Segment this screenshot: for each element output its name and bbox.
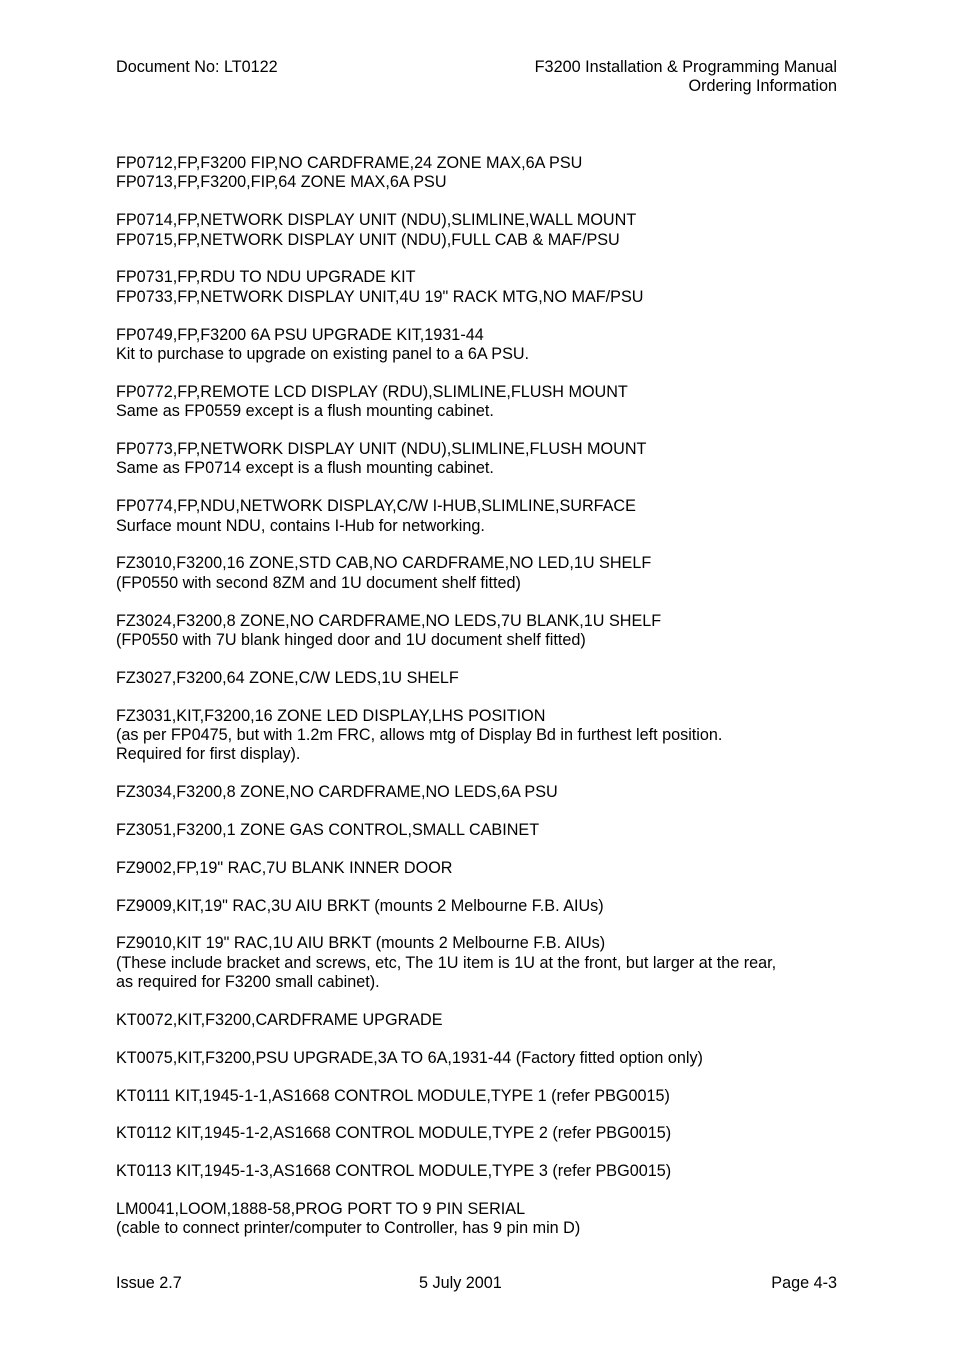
item-description-line: FP0715,FP,NETWORK DISPLAY UNIT (NDU),FULL CAB & MAF/PSU — [116, 230, 620, 249]
item-description-line: Required for first display). — [116, 745, 301, 764]
item-description-line: Kit to purchase to upgrade on existing panel to a 6A PSU. — [116, 345, 530, 364]
page-footer — [116, 1274, 837, 1294]
item-description-line: (These include bracket and screws, etc, The 1U item is 1U at the front, but larger at the rear, — [116, 953, 777, 972]
order-item — [116, 1124, 856, 1143]
order-item — [116, 211, 856, 250]
order-item — [116, 1200, 856, 1239]
item-description-line: Same as FP0714 except is a flush mounting cabinet. — [116, 459, 494, 478]
page-number: Page 4-3 — [771, 1274, 837, 1292]
order-item — [116, 897, 856, 916]
item-code-line: KT0072,KIT,F3200,CARDFRAME UPGRADE — [116, 1011, 443, 1030]
item-description-line: FP0713,FP,F3200,FIP,64 ZONE MAX,6A PSU — [116, 173, 447, 192]
order-item — [116, 1162, 856, 1181]
manual-title: F3200 Installation & Programming Manual — [534, 58, 837, 76]
item-code-line: FZ3034,F3200,8 ZONE,NO CARDFRAME,NO LEDS,6A PSU — [116, 783, 558, 802]
order-item — [116, 612, 856, 651]
document-number: Document No: LT0122 — [116, 58, 278, 76]
item-code-line: FZ9002,FP,19" RAC,7U BLANK INNER DOOR — [116, 858, 453, 877]
page-header — [535, 58, 837, 97]
order-item — [116, 497, 856, 536]
ordering-list — [116, 154, 856, 1257]
item-description-line: Surface mount NDU, contains I-Hub for networking. — [116, 516, 485, 535]
order-item — [116, 707, 856, 765]
order-item — [116, 1049, 856, 1068]
item-code-line: FP0773,FP,NETWORK DISPLAY UNIT (NDU),SLIMLINE,FLUSH MOUNT — [116, 440, 647, 459]
item-code-line: FP0772,FP,REMOTE LCD DISPLAY (RDU),SLIMLINE,FLUSH MOUNT — [116, 382, 628, 401]
item-code-line: FP0749,FP,F3200 6A PSU UPGRADE KIT,1931-44 — [116, 325, 484, 344]
item-description-line: (cable to connect printer/computer to Controller, has 9 pin min D) — [116, 1219, 581, 1238]
order-item — [116, 669, 856, 688]
item-description-line: Same as FP0559 except is a flush mounting cabinet. — [116, 402, 494, 421]
item-description-line: (as per FP0475, but with 1.2m FRC, allows mtg of Display Bd in furthest left position. — [116, 726, 723, 745]
order-item — [116, 383, 856, 422]
item-code-line: LM0041,LOOM,1888-58,PROG PORT TO 9 PIN SERIAL — [116, 1200, 526, 1219]
order-item — [116, 268, 856, 307]
item-code-line: KT0111 KIT,1945-1-1,AS1668 CONTROL MODULE,TYPE 1 (refer PBG0015) — [116, 1086, 670, 1105]
issue-number: Issue 2.7 — [116, 1274, 182, 1292]
item-code-line: FZ3031,KIT,F3200,16 ZONE LED DISPLAY,LHS POSITION — [116, 706, 546, 725]
item-code-line: FZ3051,F3200,1 ZONE GAS CONTROL,SMALL CABINET — [116, 821, 540, 840]
order-item — [116, 1011, 856, 1030]
item-description-line: (FP0550 with second 8ZM and 1U document shelf fitted) — [116, 573, 521, 592]
order-item — [116, 154, 856, 193]
item-code-line: FZ9010,KIT 19" RAC,1U AIU BRKT (mounts 2 Melbourne F.B. AIUs) — [116, 934, 606, 953]
item-code-line: FZ9009,KIT,19" RAC,3U AIU BRKT (mounts 2 Melbourne F.B. AIUs) — [116, 896, 604, 915]
item-code-line: KT0112 KIT,1945-1-2,AS1668 CONTROL MODULE,TYPE 2 (refer PBG0015) — [116, 1124, 672, 1143]
order-item — [116, 859, 856, 878]
item-description-line: as required for F3200 small cabinet). — [116, 973, 380, 992]
item-code-line: FZ3010,F3200,16 ZONE,STD CAB,NO CARDFRAME,NO LED,1U SHELF — [116, 554, 652, 573]
item-code-line: KT0075,KIT,F3200,PSU UPGRADE,3A TO 6A,1931-44 (Factory fitted option only) — [116, 1048, 703, 1067]
order-item — [116, 1087, 856, 1106]
item-description-line: FP0733,FP,NETWORK DISPLAY UNIT,4U 19" RACK MTG,NO MAF/PSU — [116, 287, 644, 306]
order-item — [116, 326, 856, 365]
order-item — [116, 783, 856, 802]
item-description-line: (FP0550 with 7U blank hinged door and 1U document shelf fitted) — [116, 631, 586, 650]
order-item — [116, 821, 856, 840]
item-code-line: FZ3027,F3200,64 ZONE,C/W LEDS,1U SHELF — [116, 668, 459, 687]
order-item — [116, 934, 856, 992]
order-item — [116, 554, 856, 593]
section-title: Ordering Information — [688, 77, 837, 96]
item-code-line: FP0712,FP,F3200 FIP,NO CARDFRAME,24 ZONE MAX,6A PSU — [116, 154, 583, 172]
item-code-line: FP0774,FP,NDU,NETWORK DISPLAY,C/W I-HUB,SLIMLINE,SURFACE — [116, 497, 636, 516]
item-code-line: FP0731,FP,RDU TO NDU UPGRADE KIT — [116, 268, 416, 287]
item-code-line: FZ3024,F3200,8 ZONE,NO CARDFRAME,NO LEDS,7U BLANK,1U SHELF — [116, 611, 662, 630]
order-item — [116, 440, 856, 479]
item-code-line: KT0113 KIT,1945-1-3,AS1668 CONTROL MODULE,TYPE 3 (refer PBG0015) — [116, 1162, 672, 1181]
item-code-line: FP0714,FP,NETWORK DISPLAY UNIT (NDU),SLIMLINE,WALL MOUNT — [116, 211, 637, 230]
issue-date: 5 July 2001 — [419, 1274, 502, 1292]
